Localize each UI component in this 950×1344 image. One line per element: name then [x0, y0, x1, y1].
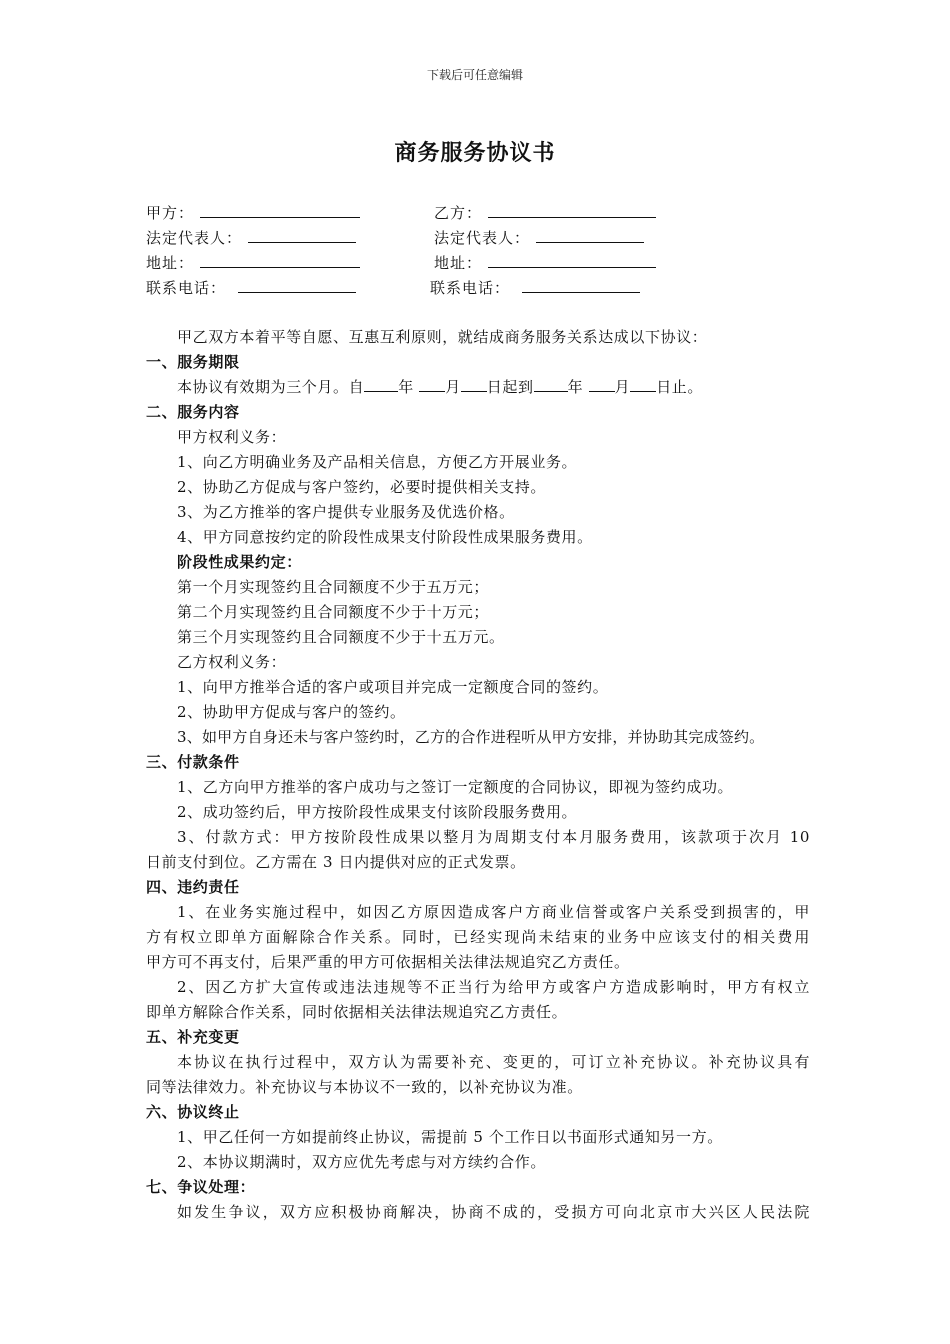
term-text-1: 本协议有效期为三个月。自 — [177, 378, 365, 396]
party-a-address — [146, 252, 360, 273]
section-1-heading: 一、服务期限 — [146, 353, 240, 371]
party-b-addr-label: 地址： — [434, 254, 483, 272]
party-b-rep-blank — [536, 228, 644, 243]
breach-item-2-line-2: 即单方解除合作关系，同时依据相关法律法规追究乙方责任。 — [146, 1003, 568, 1021]
section-2-heading: 二、服务内容 — [146, 403, 240, 421]
party-b-phone-blank — [522, 278, 640, 293]
party-a-duty-item: 2、协助乙方促成与客户签约，必要时提供相关支持。 — [177, 478, 546, 496]
party-row-address — [146, 252, 846, 276]
party-b-rep-label: 法定代表人： — [434, 229, 531, 247]
breach-item-1-line-3: 甲方可不再支付，后果严重的甲方可依据相关法律法规追究乙方责任。 — [146, 953, 630, 971]
header-note: 下载后可任意编辑 — [426, 68, 523, 82]
party-a-name — [146, 202, 360, 223]
start-year-blank — [364, 377, 398, 392]
term-text-2: 年 — [398, 378, 414, 396]
end-year-blank — [534, 377, 568, 392]
start-month-blank — [419, 377, 445, 392]
party-b-duty-item: 3、如甲方自身还未与客户签约时，乙方的合作进程听从甲方安排，并协助其完成签约。 — [177, 728, 765, 746]
party-a-addr-label: 地址： — [146, 254, 195, 272]
stage-results-title: 阶段性成果约定： — [177, 553, 302, 571]
document-title: 商务服务协议书 — [394, 140, 556, 166]
party-a-phone-label: 联系电话： — [146, 279, 227, 297]
party-b-duty-item: 2、协助甲方促成与客户的签约。 — [177, 703, 406, 721]
party-b-name-blank — [488, 203, 656, 218]
party-a-phone — [146, 277, 356, 298]
party-b-address-blank — [488, 253, 656, 268]
party-b-rep — [434, 227, 644, 248]
breach-item-1-line-1: 1、在业务实施过程中，如因乙方原因造成客户方商业信誉或客户关系受到损害的，甲 — [177, 903, 810, 921]
party-b-name — [434, 202, 656, 223]
party-row-phone — [146, 277, 846, 301]
party-a-rep-blank — [248, 228, 356, 243]
party-a-label: 甲方： — [146, 204, 195, 222]
breach-item-2-line-1: 2、因乙方扩大宣传或违法违规等不正当行为给甲方或客户方造成影响时，甲方有权立 — [177, 978, 810, 996]
payment-item-3-line-1: 3、付款方式：甲方按阶段性成果以整月为周期支付本月服务费用，该款项于次月 10 — [177, 828, 810, 846]
stage-result-item: 第三个月实现签约且合同额度不少于十五万元。 — [177, 628, 505, 646]
end-month-blank — [589, 377, 615, 392]
party-a-address-blank — [200, 253, 360, 268]
term-text-5: 年 — [567, 378, 584, 396]
term-text-6: 月 — [614, 378, 631, 396]
party-b-phone-label: 联系电话： — [430, 279, 511, 297]
party-b-duties-title: 乙方权利义务： — [177, 653, 287, 671]
stage-result-item: 第二个月实现签约且合同额度不少于十万元； — [177, 603, 490, 621]
amendment-line-2: 同等法律效力。补充协议与本协议不一致的，以补充协议为准。 — [146, 1078, 583, 1096]
section-1-term-line — [146, 375, 841, 399]
end-day-blank — [630, 377, 656, 392]
party-a-name-blank — [200, 203, 360, 218]
party-row-name — [146, 202, 846, 226]
payment-item-2: 2、成功签约后，甲方按阶段性成果支付该阶段服务费用。 — [177, 803, 578, 821]
payment-item-1: 1、乙方向甲方推举的客户成功与之签订一定额度的合同协议，即视为签约成功。 — [177, 778, 734, 796]
party-a-duty-item: 1、向乙方明确业务及产品相关信息，方便乙方开展业务。 — [177, 453, 578, 471]
term-text-7: 日止。 — [656, 378, 704, 396]
stage-result-item: 第一个月实现签约且合同额度不少于五万元； — [177, 578, 490, 596]
party-a-phone-blank — [238, 278, 356, 293]
party-a-rep-label: 法定代表人： — [146, 229, 243, 247]
party-a-rep — [146, 227, 356, 248]
section-4-heading: 四、违约责任 — [146, 878, 240, 896]
dispute-line-1: 如发生争议，双方应积极协商解决，协商不成的，受损方可向北京市大兴区人民法院 — [177, 1203, 810, 1221]
party-b-address — [434, 252, 656, 273]
termination-item-1: 1、甲乙任何一方如提前终止协议，需提前 5 个工作日以书面形式通知另一方。 — [177, 1128, 723, 1146]
section-5-heading: 五、补充变更 — [146, 1028, 240, 1046]
termination-item-2: 2、本协议期满时，双方应优先考虑与对方续约合作。 — [177, 1153, 546, 1171]
term-text-3: 月 — [445, 378, 461, 396]
section-7-heading: 七、争议处理： — [146, 1178, 256, 1196]
party-b-phone — [430, 277, 640, 298]
party-row-rep — [146, 227, 846, 251]
section-6-heading: 六、协议终止 — [146, 1103, 240, 1121]
party-a-duty-item: 4、甲方同意按约定的阶段性成果支付阶段性成果服务费用。 — [177, 528, 593, 546]
payment-item-3-line-2: 日前支付到位。乙方需在 3 日内提供对应的正式发票。 — [146, 853, 526, 871]
party-a-duties-title: 甲方权利义务： — [177, 428, 287, 446]
breach-item-1-line-2: 方有权立即单方面解除合作关系。同时，已经实现尚未结束的业务中应该支付的相关费用 — [146, 928, 810, 946]
start-day-blank — [461, 377, 487, 392]
amendment-line-1: 本协议在执行过程中，双方认为需要补充、变更的，可订立补充协议。补充协议具有 — [177, 1053, 810, 1071]
party-a-duty-item: 3、为乙方推举的客户提供专业服务及优选价格。 — [177, 503, 515, 521]
section-3-heading: 三、付款条件 — [146, 753, 240, 771]
party-b-label: 乙方： — [434, 204, 483, 222]
term-text-4: 日起到 — [486, 378, 534, 396]
intro-paragraph: 甲乙双方本着平等自愿、互惠互利原则，就结成商务服务关系达成以下协议： — [177, 328, 708, 346]
party-b-duty-item: 1、向甲方推举合适的客户或项目并完成一定额度合同的签约。 — [177, 678, 609, 696]
